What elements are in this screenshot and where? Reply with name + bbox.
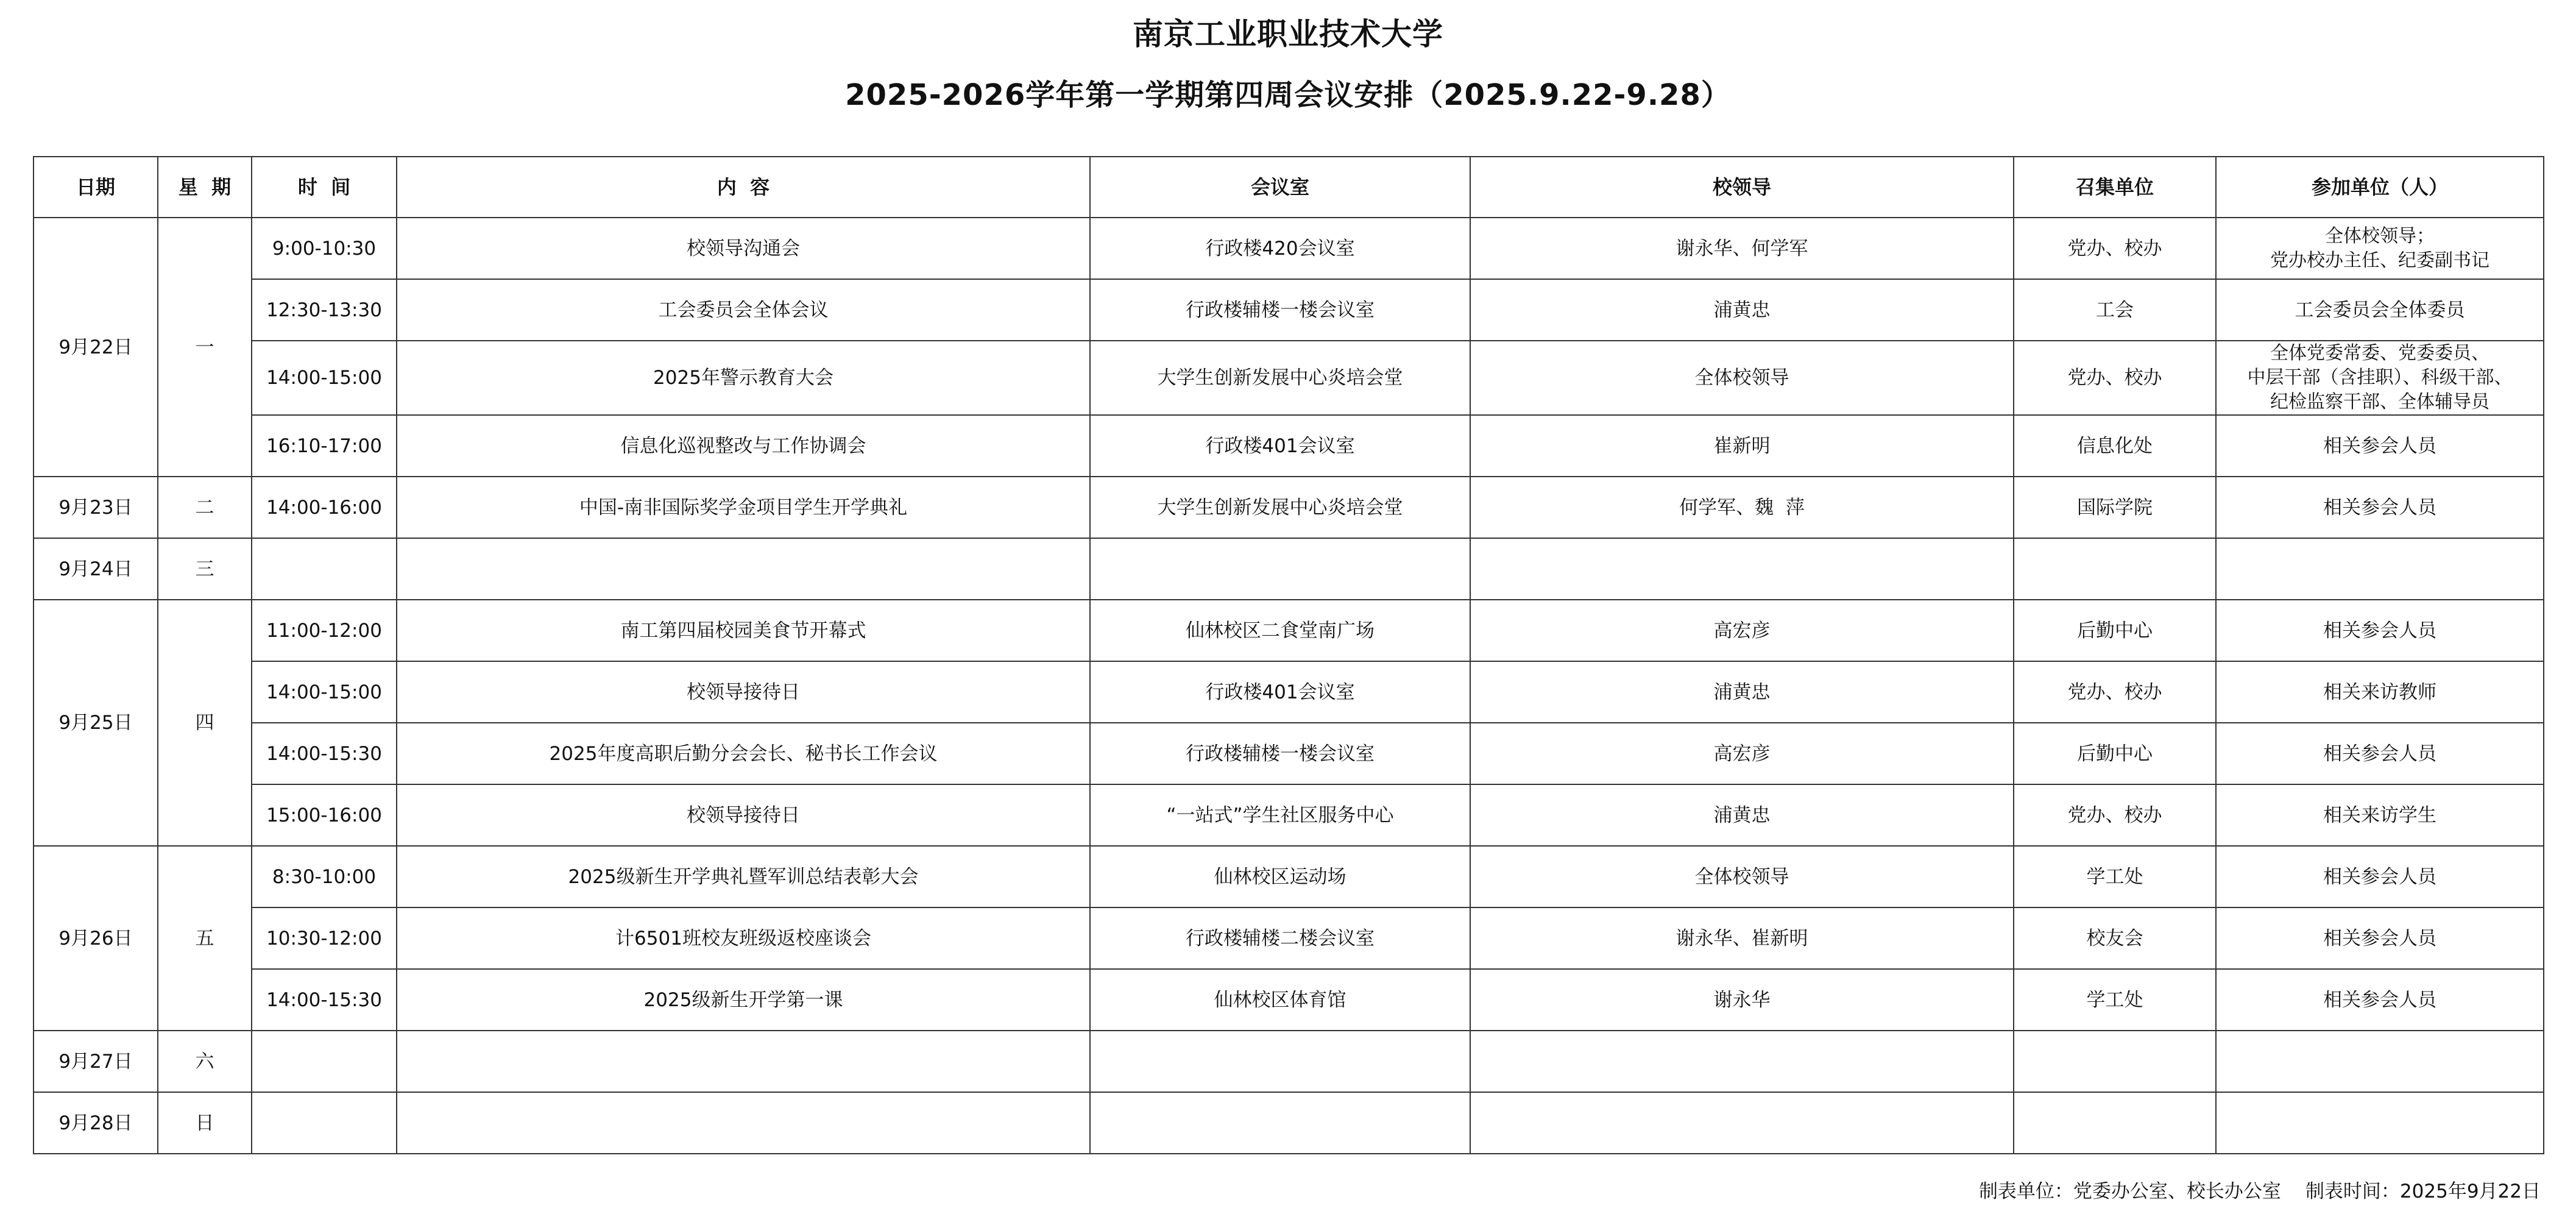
cell-convener: 党办、校办 <box>2014 661 2216 723</box>
cell-time <box>252 1031 397 1092</box>
cell-content: 信息化巡视整改与工作协调会 <box>397 415 1090 477</box>
cell-content: 校领导接待日 <box>397 784 1090 846</box>
cell-room: 行政楼辅楼一楼会议室 <box>1090 279 1470 341</box>
participants-line: 相关参会人员 <box>2323 989 2436 1011</box>
table-row <box>34 661 2544 723</box>
participants-line: 相关来访学生 <box>2323 804 2436 826</box>
cell-participants <box>2216 477 2544 538</box>
cell-room: “一站式”学生社区服务中心 <box>1090 784 1470 846</box>
cell-weekday: 日 <box>158 1092 252 1154</box>
cell-convener: 工会 <box>2014 279 2216 341</box>
cell-participants <box>2216 600 2544 661</box>
participants-line: 相关来访教师 <box>2323 681 2436 703</box>
cell-leader: 谢永华、崔新明 <box>1470 907 2014 969</box>
cell-leader: 谢永华、何学军 <box>1470 218 2014 279</box>
cell-convener <box>2014 538 2216 600</box>
meeting-schedule-table <box>33 156 2544 1154</box>
table-row <box>34 969 2544 1031</box>
footer-note <box>1979 1177 2541 1205</box>
cell-leader: 高宏彦 <box>1470 600 2014 661</box>
participants-line: 全体党委常委、党委委员、 <box>2270 343 2489 364</box>
table-row <box>34 784 2544 846</box>
cell-leader: 浦黄忠 <box>1470 661 2014 723</box>
cell-content: 校领导接待日 <box>397 661 1090 723</box>
cell-time: 14:00-15:30 <box>252 969 397 1031</box>
cell-room <box>1090 1092 1470 1154</box>
cell-room: 行政楼420会议室 <box>1090 218 1470 279</box>
cell-content: 2025年警示教育大会 <box>397 341 1090 415</box>
cell-date: 9月27日 <box>34 1031 158 1092</box>
cell-weekday: 一 <box>158 218 252 477</box>
cell-room: 行政楼辅楼一楼会议室 <box>1090 723 1470 784</box>
cell-time: 14:00-15:00 <box>252 661 397 723</box>
header-leader: 校领导 <box>1470 157 2014 218</box>
cell-room: 行政楼401会议室 <box>1090 661 1470 723</box>
table-row <box>34 415 2544 477</box>
participants-line: 相关参会人员 <box>2323 496 2436 519</box>
cell-participants <box>2216 415 2544 477</box>
cell-date: 9月28日 <box>34 1092 158 1154</box>
cell-time: 14:00-16:00 <box>252 477 397 538</box>
cell-participants <box>2216 661 2544 723</box>
cell-participants <box>2216 218 2544 279</box>
cell-time: 11:00-12:00 <box>252 600 397 661</box>
table-row <box>34 600 2544 661</box>
header-weekday: 星 期 <box>158 157 252 218</box>
cell-room: 行政楼401会议室 <box>1090 415 1470 477</box>
participants-line: 相关参会人员 <box>2323 619 2436 642</box>
cell-weekday: 四 <box>158 600 252 846</box>
table-row <box>34 907 2544 969</box>
cell-leader: 崔新明 <box>1470 415 2014 477</box>
cell-room <box>1090 1031 1470 1092</box>
cell-time: 15:00-16:00 <box>252 784 397 846</box>
cell-participants <box>2216 538 2544 600</box>
cell-weekday: 六 <box>158 1031 252 1092</box>
participants-line: 党办校办主任、纪委副书记 <box>2270 249 2489 271</box>
cell-weekday: 二 <box>158 477 252 538</box>
cell-leader: 全体校领导 <box>1470 846 2014 907</box>
cell-convener: 学工处 <box>2014 969 2216 1031</box>
cell-content <box>397 1031 1090 1092</box>
table-row <box>34 1092 2544 1154</box>
table-row <box>34 218 2544 279</box>
cell-participants <box>2216 723 2544 784</box>
participants-line: 全体校领导； <box>2325 225 2435 247</box>
cell-room <box>1090 538 1470 600</box>
cell-leader <box>1470 538 2014 600</box>
cell-leader: 全体校领导 <box>1470 341 2014 415</box>
table-row <box>34 341 2544 415</box>
cell-date: 9月24日 <box>34 538 158 600</box>
cell-participants <box>2216 846 2544 907</box>
cell-room: 大学生创新发展中心炎培会堂 <box>1090 341 1470 415</box>
participants-line: 相关参会人员 <box>2323 435 2436 457</box>
cell-time: 9:00-10:30 <box>252 218 397 279</box>
cell-date: 9月25日 <box>34 600 158 846</box>
cell-time: 8:30-10:00 <box>252 846 397 907</box>
header-room: 会议室 <box>1090 157 1470 218</box>
cell-convener: 后勤中心 <box>2014 723 2216 784</box>
table-row <box>34 477 2544 538</box>
cell-room: 仙林校区运动场 <box>1090 846 1470 907</box>
table-row <box>34 723 2544 784</box>
participants-line: 中层干部（含挂职）、科级干部、 <box>2247 367 2513 388</box>
participants-line: 相关参会人员 <box>2323 927 2436 950</box>
footer-unit: 制表单位：党委办公室、校长办公室 <box>1978 1181 2281 1202</box>
cell-date: 9月23日 <box>34 477 158 538</box>
document-subtitle: 2025-2026学年第一学期第四周会议安排（2025.9.22-9.28） <box>845 78 1731 112</box>
cell-content: 工会委员会全体会议 <box>397 279 1090 341</box>
cell-content: 2025年度高职后勤分会会长、秘书长工作会议 <box>397 723 1090 784</box>
participants-line: 纪检监察干部、全体辅导员 <box>2270 391 2489 413</box>
cell-convener: 校友会 <box>2014 907 2216 969</box>
cell-convener: 国际学院 <box>2014 477 2216 538</box>
cell-leader: 何学军、魏 萍 <box>1470 477 2014 538</box>
cell-convener <box>2014 1031 2216 1092</box>
cell-leader: 高宏彦 <box>1470 723 2014 784</box>
cell-leader: 浦黄忠 <box>1470 279 2014 341</box>
header-participants: 参加单位（人） <box>2216 157 2544 218</box>
cell-participants <box>2216 1092 2544 1154</box>
cell-leader: 浦黄忠 <box>1470 784 2014 846</box>
cell-leader <box>1470 1092 2014 1154</box>
table-row <box>34 846 2544 907</box>
footer-time: 制表时间：2025年9月22日 <box>2305 1181 2541 1202</box>
cell-convener: 后勤中心 <box>2014 600 2216 661</box>
cell-room: 仙林校区体育馆 <box>1090 969 1470 1031</box>
cell-participants <box>2216 784 2544 846</box>
table-row <box>34 279 2544 341</box>
cell-content: 2025级新生开学典礼暨军训总结表彰大会 <box>397 846 1090 907</box>
cell-room: 行政楼辅楼二楼会议室 <box>1090 907 1470 969</box>
cell-leader: 谢永华 <box>1470 969 2014 1031</box>
cell-convener: 党办、校办 <box>2014 218 2216 279</box>
cell-time: 14:00-15:00 <box>252 341 397 415</box>
cell-time: 12:30-13:30 <box>252 279 397 341</box>
cell-content: 南工第四届校园美食节开幕式 <box>397 600 1090 661</box>
cell-convener: 党办、校办 <box>2014 341 2216 415</box>
cell-content: 中国-南非国际奖学金项目学生开学典礼 <box>397 477 1090 538</box>
header-convener: 召集单位 <box>2014 157 2216 218</box>
cell-participants <box>2216 1031 2544 1092</box>
cell-time: 14:00-15:30 <box>252 723 397 784</box>
cell-time: 10:30-12:00 <box>252 907 397 969</box>
cell-participants <box>2216 969 2544 1031</box>
participants-line: 相关参会人员 <box>2323 742 2436 765</box>
cell-content: 2025级新生开学第一课 <box>397 969 1090 1031</box>
cell-participants <box>2216 341 2544 415</box>
cell-room: 大学生创新发展中心炎培会堂 <box>1090 477 1470 538</box>
cell-leader <box>1470 1031 2014 1092</box>
participants-line: 工会委员会全体委员 <box>2295 299 2465 321</box>
table-body <box>34 218 2544 1154</box>
cell-weekday: 三 <box>158 538 252 600</box>
participants-line: 相关参会人员 <box>2323 865 2436 888</box>
cell-room: 仙林校区二食堂南广场 <box>1090 600 1470 661</box>
cell-date: 9月22日 <box>34 218 158 477</box>
header-time: 时 间 <box>252 157 397 218</box>
table-row <box>34 538 2544 600</box>
table-header-row <box>34 157 2544 218</box>
cell-content <box>397 538 1090 600</box>
cell-weekday: 五 <box>158 846 252 1031</box>
cell-content: 校领导沟通会 <box>397 218 1090 279</box>
cell-content <box>397 1092 1090 1154</box>
document-title: 南京工业职业技术大学 <box>1133 16 1443 52</box>
cell-time <box>252 538 397 600</box>
cell-participants <box>2216 907 2544 969</box>
header-content: 内 容 <box>397 157 1090 218</box>
cell-date: 9月26日 <box>34 846 158 1031</box>
cell-convener: 党办、校办 <box>2014 784 2216 846</box>
cell-content: 计6501班校友班级返校座谈会 <box>397 907 1090 969</box>
cell-participants <box>2216 279 2544 341</box>
cell-convener <box>2014 1092 2216 1154</box>
table-row <box>34 1031 2544 1092</box>
cell-time: 16:10-17:00 <box>252 415 397 477</box>
cell-time <box>252 1092 397 1154</box>
cell-convener: 学工处 <box>2014 846 2216 907</box>
cell-convener: 信息化处 <box>2014 415 2216 477</box>
header-date: 日期 <box>34 157 158 218</box>
